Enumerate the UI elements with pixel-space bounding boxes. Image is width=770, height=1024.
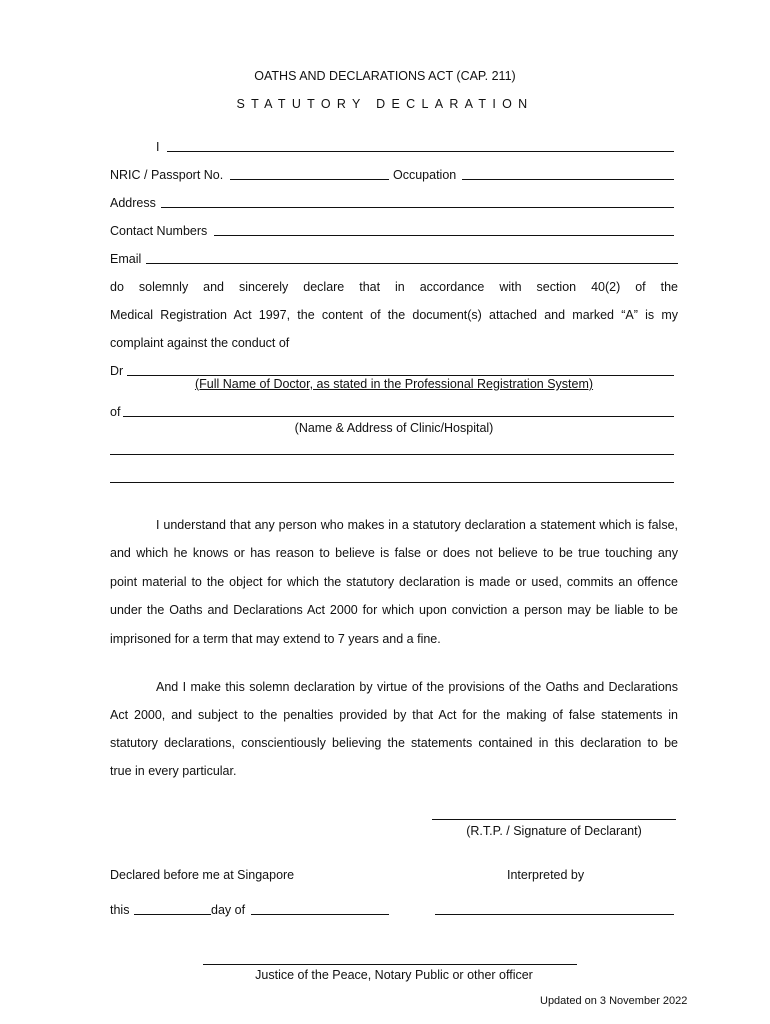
solemn-line-3: statutory declarations, conscientiously believing the statements contained in this declaration to be [110,736,678,750]
understanding-line-3: point material to the object for which the statutory declaration is made or used, commits an offence [110,575,678,589]
day-of-label: day of [211,903,246,917]
clinic-address-line-2[interactable] [110,482,674,483]
officer-caption: Justice of the Peace, Notary Public or other officer [255,968,533,982]
email-label: Email [110,252,142,266]
occupation-field-line[interactable] [462,179,674,180]
understanding-line-1: I understand that any person who makes in a statutory declaration a statement which is false, [156,518,678,532]
doctor-name-field-line[interactable] [127,375,674,376]
officer-signature-line[interactable] [203,964,577,965]
i-label: I [156,140,160,154]
understanding-line-5: imprisoned for a term that may extend to 7 years and a fine. [110,632,441,646]
solemn-line-1: And I make this solemn declaration by virtue of the provisions of the Oaths and Declarations [156,680,678,694]
declaration-line-3: complaint against the conduct of [110,336,290,350]
name-field-line[interactable] [167,151,674,152]
declarant-signature-caption: (R.T.P. / Signature of Declarant) [466,824,642,838]
address-label: Address [110,196,156,210]
dr-label: Dr [110,364,124,378]
declared-before-text: Declared before me at Singapore [110,868,295,882]
nric-label: NRIC / Passport No. [110,168,224,182]
of-label: of [110,405,121,419]
clinic-caption: (Name & Address of Clinic/Hospital) [294,421,494,435]
understanding-line-4: under the Oaths and Declarations Act 2000 for which upon conviction a person may be liable to be [110,603,678,617]
contact-field-line[interactable] [214,235,674,236]
interpreter-signature-line[interactable] [435,914,674,915]
address-field-line[interactable] [161,207,674,208]
occupation-label: Occupation [393,168,457,182]
updated-date: Updated on 3 November 2022 [540,995,688,1007]
solemn-line-4: true in every particular. [110,764,237,778]
interpreted-by-text: Interpreted by [507,868,585,882]
solemn-line-2: Act 2000, and subject to the penalties provided by that Act for the making of false statements in [110,708,678,722]
clinic-address-line-1[interactable] [110,454,674,455]
understanding-line-2: and which he knows or has reason to believe is false or does not believe to be true touching any [110,546,678,560]
nric-field-line[interactable] [230,179,389,180]
act-title: OATHS AND DECLARATIONS ACT (CAP. 211) [254,69,516,83]
day-field-line[interactable] [134,914,211,915]
doctor-name-caption: (Full Name of Doctor, as stated in the Professional Registration System) [194,377,594,391]
month-year-field-line[interactable] [251,914,389,915]
declarant-signature-line[interactable] [432,819,676,820]
this-label: this [110,903,130,917]
declaration-line-1: do solemnly and sincerely declare that in accordance with section 40(2) of the [110,280,678,294]
form-title: STATUTORY DECLARATION [236,97,534,111]
contact-label: Contact Numbers [110,224,208,238]
email-field-line[interactable] [146,263,678,264]
clinic-field-line[interactable] [123,416,674,417]
declaration-line-2: Medical Registration Act 1997, the content of the document(s) attached and marked “A” is my [110,308,678,322]
